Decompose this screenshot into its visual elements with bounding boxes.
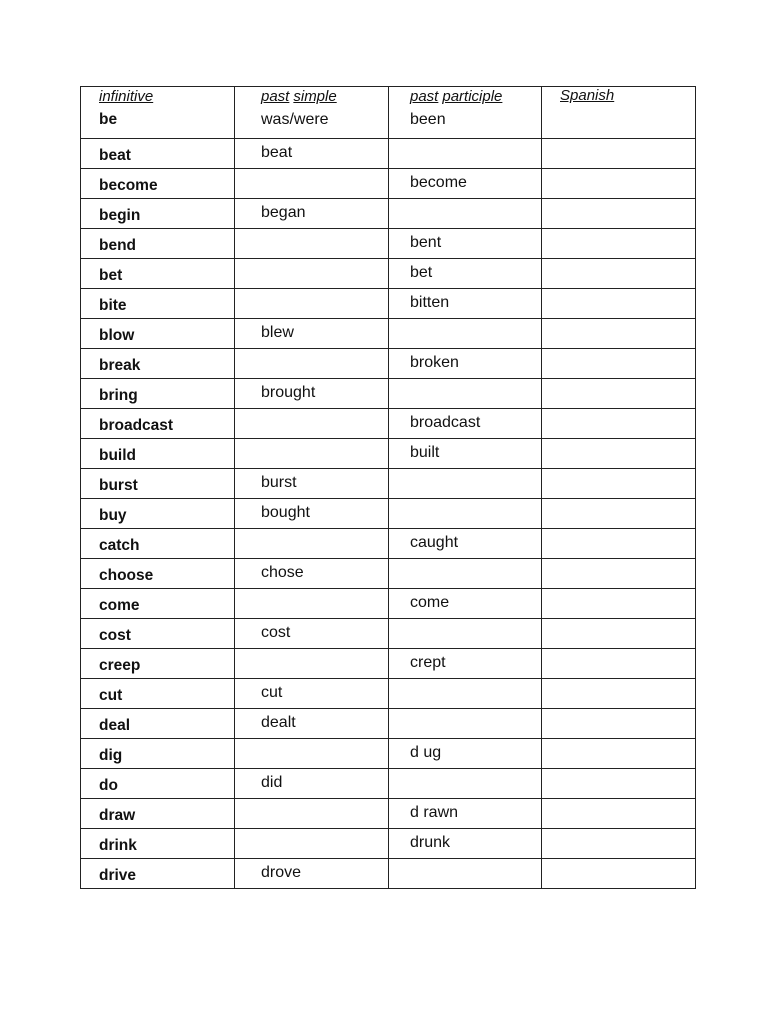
header-infinitive: infinitive: [99, 88, 154, 105]
past-simple-cell: [235, 469, 389, 499]
infinitive-cell: [81, 589, 235, 619]
past-participle-text: broken: [410, 354, 459, 371]
past-participle-text: bitten: [410, 294, 450, 311]
infinitive-cell: [81, 349, 235, 379]
past-simple-cell: [235, 859, 389, 889]
infinitive-text: catch: [99, 537, 140, 554]
past-participle-cell: [389, 649, 542, 679]
past-participle-text: been: [410, 111, 446, 128]
past-participle-text: built: [410, 444, 440, 461]
header-past-simple: [261, 89, 388, 104]
past-simple-cell: [235, 319, 389, 349]
past-participle-text: come: [410, 594, 450, 611]
past-simple-cell: [235, 619, 389, 649]
past-simple-cell: [235, 559, 389, 589]
spanish-cell: [542, 379, 696, 409]
infinitive-text: choose: [99, 567, 154, 584]
infinitive-cell: [81, 559, 235, 589]
past-participle-cell: [389, 349, 542, 379]
infinitive-text: cost: [99, 627, 131, 644]
spanish-cell: [542, 709, 696, 739]
spanish-cell: [542, 589, 696, 619]
table-row: [81, 499, 696, 529]
spanish-cell: [542, 499, 696, 529]
spanish-cell: [542, 199, 696, 229]
table-row: [81, 319, 696, 349]
past-simple-cell: [235, 349, 389, 379]
past-participle-cell: [389, 289, 542, 319]
infinitive-text: bring: [99, 387, 138, 404]
infinitive-text: drink: [99, 837, 137, 854]
past-simple-cell: [235, 229, 389, 259]
infinitive-cell: [81, 619, 235, 649]
past-simple-text: blew: [261, 324, 294, 341]
table-row: [81, 289, 696, 319]
past-simple-cell: [235, 709, 389, 739]
past-simple-text: chose: [261, 564, 304, 581]
past-participle-cell: [389, 229, 542, 259]
infinitive-cell: [81, 169, 235, 199]
past-participle-cell: [389, 439, 542, 469]
past-simple-cell: [235, 439, 389, 469]
past-simple-text: dealt: [261, 714, 296, 731]
past-participle-cell: [389, 469, 542, 499]
infinitive-cell: [81, 709, 235, 739]
past-participle-text: drunk: [410, 834, 451, 851]
infinitive-cell: [81, 739, 235, 769]
table-row: [81, 469, 696, 499]
infinitive-text: bend: [99, 237, 137, 254]
past-participle-text: d ug: [410, 744, 442, 761]
past-simple-text: drove: [261, 864, 302, 881]
infinitive-text: bite: [99, 297, 127, 314]
past-simple-text: cost: [261, 624, 291, 641]
past-simple-cell: [235, 87, 389, 139]
spanish-cell: [542, 139, 696, 169]
past-participle-text: broadcast: [410, 414, 481, 431]
past-simple-cell: [235, 799, 389, 829]
table-row: [81, 199, 696, 229]
past-participle-cell: [389, 739, 542, 769]
table-row: [81, 799, 696, 829]
irregular-verbs-table: [80, 86, 696, 889]
past-participle-cell: [389, 769, 542, 799]
past-participle-cell: [389, 139, 542, 169]
past-simple-text: was/were: [261, 111, 329, 128]
spanish-cell: [542, 409, 696, 439]
infinitive-text: draw: [99, 807, 136, 824]
past-participle-cell: [389, 409, 542, 439]
past-simple-cell: [235, 409, 389, 439]
infinitive-cell: [81, 259, 235, 289]
past-simple-cell: [235, 499, 389, 529]
table-row: [81, 409, 696, 439]
table-row: [81, 589, 696, 619]
table-row: [81, 709, 696, 739]
header-word: simple: [293, 88, 337, 105]
table-row: [81, 619, 696, 649]
past-participle-text: become: [410, 174, 467, 191]
infinitive-cell: [81, 829, 235, 859]
infinitive-cell: [81, 649, 235, 679]
past-simple-cell: [235, 379, 389, 409]
past-participle-cell: [389, 169, 542, 199]
infinitive-text: begin: [99, 207, 141, 224]
spanish-cell: [542, 619, 696, 649]
past-participle-cell: [389, 199, 542, 229]
infinitive-text: do: [99, 777, 118, 794]
table-row: [81, 739, 696, 769]
infinitive-text: buy: [99, 507, 127, 524]
infinitive-text: break: [99, 357, 141, 374]
past-simple-cell: [235, 589, 389, 619]
table-row: [81, 859, 696, 889]
past-participle-cell: [389, 619, 542, 649]
past-participle-cell: [389, 859, 542, 889]
table-row: [81, 679, 696, 709]
infinitive-cell: [81, 679, 235, 709]
infinitive-cell: [81, 769, 235, 799]
past-participle-cell: [389, 589, 542, 619]
infinitive-cell: [81, 379, 235, 409]
infinitive-text: be: [99, 111, 118, 128]
table-row: [81, 379, 696, 409]
past-simple-cell: [235, 679, 389, 709]
past-simple-cell: [235, 169, 389, 199]
header-spanish: Spanish: [560, 87, 615, 104]
infinitive-cell: [81, 139, 235, 169]
infinitive-cell: [81, 199, 235, 229]
infinitive-cell: [81, 529, 235, 559]
table-row: [81, 229, 696, 259]
infinitive-cell: [81, 499, 235, 529]
infinitive-cell: [81, 229, 235, 259]
past-participle-cell: [389, 529, 542, 559]
past-participle-cell: [389, 319, 542, 349]
table-row: [81, 87, 696, 139]
spanish-cell: [542, 87, 696, 139]
spanish-cell: [542, 739, 696, 769]
spanish-cell: [542, 349, 696, 379]
spanish-cell: [542, 679, 696, 709]
past-simple-text: did: [261, 774, 283, 791]
past-simple-cell: [235, 199, 389, 229]
infinitive-text: drive: [99, 867, 137, 884]
spanish-cell: [542, 649, 696, 679]
header-word: participle: [442, 88, 503, 105]
worksheet-page: [80, 86, 695, 913]
spanish-cell: [542, 769, 696, 799]
past-simple-cell: [235, 139, 389, 169]
spanish-cell: [542, 289, 696, 319]
past-participle-cell: [389, 87, 542, 139]
table-row: [81, 259, 696, 289]
past-simple-cell: [235, 529, 389, 559]
spanish-cell: [542, 559, 696, 589]
past-participle-cell: [389, 829, 542, 859]
infinitive-text: dig: [99, 747, 123, 764]
past-participle-cell: [389, 259, 542, 289]
header-word: past: [410, 88, 439, 105]
header-word: past: [261, 88, 290, 105]
spanish-cell: [542, 799, 696, 829]
infinitive-text: come: [99, 597, 140, 614]
infinitive-text: creep: [99, 657, 141, 674]
infinitive-text: bet: [99, 267, 123, 284]
past-simple-text: bought: [261, 504, 310, 521]
table-row: [81, 439, 696, 469]
past-simple-text: burst: [261, 474, 297, 491]
infinitive-text: build: [99, 447, 137, 464]
past-simple-cell: [235, 739, 389, 769]
past-simple-text: began: [261, 204, 306, 221]
spanish-cell: [542, 859, 696, 889]
infinitive-text: broadcast: [99, 417, 174, 434]
table-row: [81, 769, 696, 799]
infinitive-cell: [81, 799, 235, 829]
past-participle-cell: [389, 799, 542, 829]
table-row: [81, 349, 696, 379]
header-past-participle: [410, 89, 541, 104]
table-row: [81, 649, 696, 679]
spanish-cell: [542, 319, 696, 349]
spanish-cell: [542, 259, 696, 289]
infinitive-text: blow: [99, 327, 135, 344]
infinitive-cell: [81, 289, 235, 319]
past-simple-cell: [235, 769, 389, 799]
infinitive-text: become: [99, 177, 158, 194]
past-simple-cell: [235, 829, 389, 859]
past-simple-text: brought: [261, 384, 316, 401]
table-row: [81, 529, 696, 559]
past-participle-text: bent: [410, 234, 442, 251]
spanish-cell: [542, 829, 696, 859]
past-participle-cell: [389, 499, 542, 529]
infinitive-text: beat: [99, 147, 131, 164]
spanish-cell: [542, 469, 696, 499]
past-participle-text: d rawn: [410, 804, 459, 821]
table-row: [81, 559, 696, 589]
infinitive-cell: [81, 859, 235, 889]
table-row: [81, 139, 696, 169]
past-simple-text: beat: [261, 144, 293, 161]
spanish-cell: [542, 229, 696, 259]
past-simple-cell: [235, 259, 389, 289]
past-simple-cell: [235, 289, 389, 319]
past-participle-text: crept: [410, 654, 446, 671]
infinitive-cell: [81, 409, 235, 439]
infinitive-text: deal: [99, 717, 131, 734]
infinitive-cell: [81, 469, 235, 499]
infinitive-cell: [81, 87, 235, 139]
spanish-cell: [542, 529, 696, 559]
past-simple-text: cut: [261, 684, 283, 701]
infinitive-text: burst: [99, 477, 138, 494]
past-participle-text: caught: [410, 534, 459, 551]
infinitive-text: cut: [99, 687, 123, 704]
past-simple-cell: [235, 649, 389, 679]
spanish-cell: [542, 439, 696, 469]
table-row: [81, 829, 696, 859]
past-participle-text: bet: [410, 264, 433, 281]
past-participle-cell: [389, 559, 542, 589]
past-participle-cell: [389, 679, 542, 709]
past-participle-cell: [389, 379, 542, 409]
past-participle-cell: [389, 709, 542, 739]
infinitive-cell: [81, 439, 235, 469]
infinitive-cell: [81, 319, 235, 349]
verbs-table-body: [81, 87, 696, 889]
spanish-cell: [542, 169, 696, 199]
table-row: [81, 169, 696, 199]
